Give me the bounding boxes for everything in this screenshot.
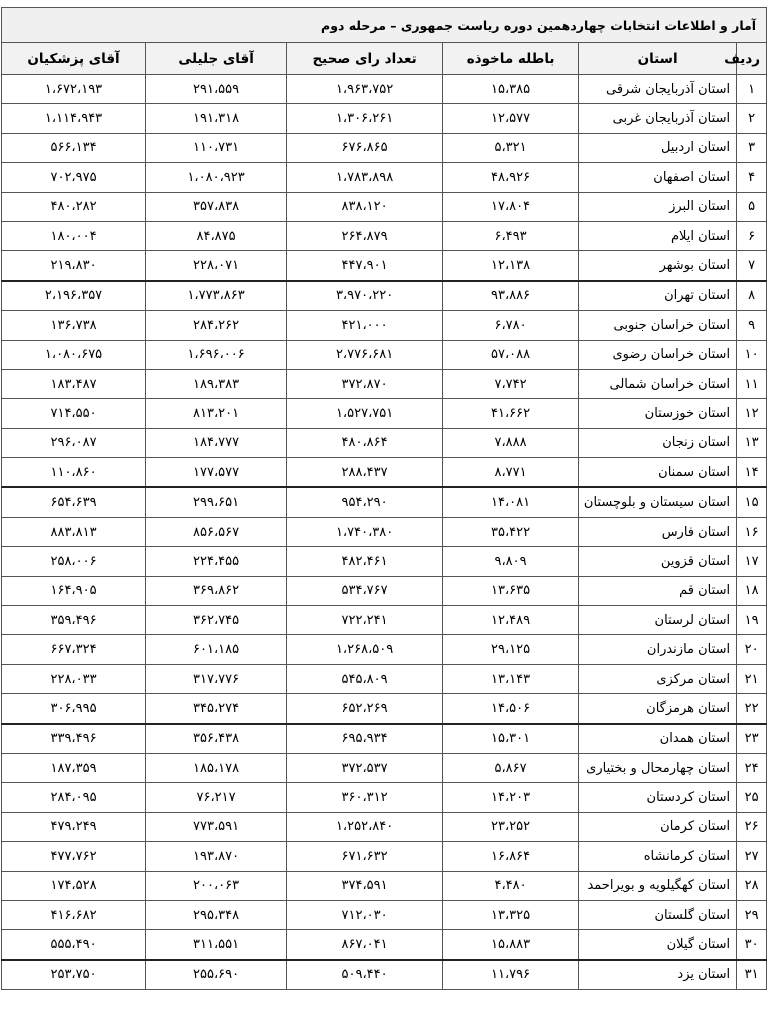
cell-pezeshkian-votes: ۱،۱۱۴،۹۴۳	[2, 104, 146, 133]
cell-pezeshkian-votes: ۴۸۰،۲۸۲	[2, 192, 146, 221]
table-row	[2, 871, 767, 900]
table-row	[2, 900, 767, 929]
cell-valid-votes: ۱،۷۸۳،۸۹۸	[287, 163, 443, 192]
cell-invalid-votes: ۴،۴۸۰	[443, 871, 579, 900]
cell-pezeshkian-votes: ۱۸۳،۴۸۷	[2, 369, 146, 398]
cell-valid-votes: ۵۴۵،۸۰۹	[287, 664, 443, 693]
cell-jalili-votes: ۱،۶۹۶،۰۰۶	[146, 340, 287, 369]
col-header-pezeshkian: آقای پزشکیان	[2, 43, 146, 75]
cell-valid-votes: ۴۲۱،۰۰۰	[287, 311, 443, 340]
cell-pezeshkian-votes: ۸۸۳،۸۱۳	[2, 517, 146, 546]
cell-valid-votes: ۲۸۸،۴۳۷	[287, 458, 443, 488]
cell-province: استان خراسان شمالی	[579, 369, 737, 398]
cell-jalili-votes: ۲۹۹،۶۵۱	[146, 487, 287, 517]
cell-row-number: ۱۵	[737, 487, 767, 517]
cell-pezeshkian-votes: ۱۷۴،۵۲۸	[2, 871, 146, 900]
cell-row-number: ۲۴	[737, 753, 767, 782]
cell-jalili-votes: ۶۰۱،۱۸۵	[146, 635, 287, 664]
cell-invalid-votes: ۲۳،۲۵۲	[443, 812, 579, 841]
cell-valid-votes: ۳۷۴،۵۹۱	[287, 871, 443, 900]
cell-province: استان قزوین	[579, 547, 737, 576]
cell-invalid-votes: ۵،۸۶۷	[443, 753, 579, 782]
cell-province: استان فارس	[579, 517, 737, 546]
cell-jalili-votes: ۱،۷۷۳،۸۶۳	[146, 281, 287, 311]
col-header-province: استان	[579, 43, 737, 75]
cell-valid-votes: ۶۹۵،۹۳۴	[287, 724, 443, 754]
cell-province: استان چهارمحال و بختیاری	[579, 753, 737, 782]
cell-pezeshkian-votes: ۷۰۲،۹۷۵	[2, 163, 146, 192]
cell-province: استان اردبیل	[579, 133, 737, 162]
cell-valid-votes: ۳۶۰،۳۱۲	[287, 783, 443, 812]
cell-invalid-votes: ۷،۷۴۲	[443, 369, 579, 398]
table-row	[2, 281, 767, 311]
cell-row-number: ۱۶	[737, 517, 767, 546]
cell-row-number: ۱۴	[737, 458, 767, 488]
cell-province: استان کردستان	[579, 783, 737, 812]
cell-invalid-votes: ۱۱،۷۹۶	[443, 960, 579, 990]
cell-jalili-votes: ۳۵۶،۴۳۸	[146, 724, 287, 754]
cell-valid-votes: ۳۷۲،۵۳۷	[287, 753, 443, 782]
cell-invalid-votes: ۱۲،۱۳۸	[443, 251, 579, 281]
cell-pezeshkian-votes: ۱۳۶،۷۳۸	[2, 311, 146, 340]
table-row	[2, 340, 767, 369]
cell-province: استان خراسان رضوی	[579, 340, 737, 369]
table-row	[2, 517, 767, 546]
cell-invalid-votes: ۶،۷۸۰	[443, 311, 579, 340]
cell-province: استان گیلان	[579, 930, 737, 960]
cell-row-number: ۱۹	[737, 606, 767, 635]
cell-invalid-votes: ۹۳،۸۸۶	[443, 281, 579, 311]
cell-invalid-votes: ۱۵،۳۰۱	[443, 724, 579, 754]
table-row	[2, 635, 767, 664]
cell-valid-votes: ۸۶۷،۰۴۱	[287, 930, 443, 960]
cell-row-number: ۲۹	[737, 900, 767, 929]
cell-jalili-votes: ۲۸۴،۲۶۲	[146, 311, 287, 340]
cell-jalili-votes: ۸۴،۸۷۵	[146, 221, 287, 250]
cell-row-number: ۱۰	[737, 340, 767, 369]
cell-row-number: ۲۰	[737, 635, 767, 664]
table-row	[2, 369, 767, 398]
cell-jalili-votes: ۸۱۳،۲۰۱	[146, 399, 287, 428]
cell-jalili-votes: ۲۲۸،۰۷۱	[146, 251, 287, 281]
cell-jalili-votes: ۱۸۵،۱۷۸	[146, 753, 287, 782]
cell-province: استان همدان	[579, 724, 737, 754]
table-row	[2, 428, 767, 457]
cell-pezeshkian-votes: ۴۱۶،۶۸۲	[2, 900, 146, 929]
cell-invalid-votes: ۱۵،۸۸۳	[443, 930, 579, 960]
cell-row-number: ۲۶	[737, 812, 767, 841]
table-row	[2, 547, 767, 576]
cell-row-number: ۷	[737, 251, 767, 281]
col-header-jalili: آقای جلیلی	[146, 43, 287, 75]
table-row	[2, 606, 767, 635]
cell-valid-votes: ۱،۲۵۲،۸۴۰	[287, 812, 443, 841]
cell-invalid-votes: ۱۳،۳۲۵	[443, 900, 579, 929]
cell-invalid-votes: ۶،۴۹۳	[443, 221, 579, 250]
cell-province: استان کرمانشاه	[579, 842, 737, 871]
cell-row-number: ۱	[737, 75, 767, 104]
table-row	[2, 75, 767, 104]
cell-pezeshkian-votes: ۷۱۴،۵۵۰	[2, 399, 146, 428]
cell-jalili-votes: ۳۱۷،۷۷۶	[146, 664, 287, 693]
cell-province: استان زنجان	[579, 428, 737, 457]
cell-pezeshkian-votes: ۲۵۸،۰۰۶	[2, 547, 146, 576]
cell-valid-votes: ۴۸۰،۸۶۴	[287, 428, 443, 457]
cell-invalid-votes: ۱۳،۱۴۳	[443, 664, 579, 693]
table-row	[2, 487, 767, 517]
cell-invalid-votes: ۹،۸۰۹	[443, 547, 579, 576]
election-results-table	[1, 7, 767, 990]
cell-province: استان بوشهر	[579, 251, 737, 281]
cell-invalid-votes: ۳۵،۴۲۲	[443, 517, 579, 546]
cell-province: استان آذربایجان غربی	[579, 104, 737, 133]
table-row	[2, 724, 767, 754]
cell-pezeshkian-votes: ۲،۱۹۶،۳۵۷	[2, 281, 146, 311]
cell-pezeshkian-votes: ۲۹۶،۰۸۷	[2, 428, 146, 457]
table-row	[2, 221, 767, 250]
cell-valid-votes: ۱،۷۴۰،۳۸۰	[287, 517, 443, 546]
cell-row-number: ۲۸	[737, 871, 767, 900]
cell-row-number: ۵	[737, 192, 767, 221]
cell-row-number: ۳۱	[737, 960, 767, 990]
table-row	[2, 930, 767, 960]
cell-valid-votes: ۳۷۲،۸۷۰	[287, 369, 443, 398]
cell-pezeshkian-votes: ۶۶۷،۳۲۴	[2, 635, 146, 664]
cell-jalili-votes: ۲۰۰،۰۶۳	[146, 871, 287, 900]
table-row	[2, 842, 767, 871]
table-row	[2, 133, 767, 162]
cell-row-number: ۱۳	[737, 428, 767, 457]
cell-valid-votes: ۹۵۴،۲۹۰	[287, 487, 443, 517]
cell-jalili-votes: ۳۶۲،۷۴۵	[146, 606, 287, 635]
cell-invalid-votes: ۱۲،۴۸۹	[443, 606, 579, 635]
cell-jalili-votes: ۲۵۵،۶۹۰	[146, 960, 287, 990]
cell-jalili-votes: ۲۲۴،۴۵۵	[146, 547, 287, 576]
cell-valid-votes: ۷۱۲،۰۳۰	[287, 900, 443, 929]
cell-valid-votes: ۱،۳۰۶،۲۶۱	[287, 104, 443, 133]
cell-row-number: ۶	[737, 221, 767, 250]
cell-invalid-votes: ۴۱،۶۶۲	[443, 399, 579, 428]
cell-province: استان کرمان	[579, 812, 737, 841]
cell-jalili-votes: ۲۹۵،۳۴۸	[146, 900, 287, 929]
cell-valid-votes: ۱،۵۲۷،۷۵۱	[287, 399, 443, 428]
cell-pezeshkian-votes: ۱۸۷،۳۵۹	[2, 753, 146, 782]
cell-invalid-votes: ۱۷،۸۰۴	[443, 192, 579, 221]
cell-pezeshkian-votes: ۲۵۳،۷۵۰	[2, 960, 146, 990]
cell-row-number: ۱۲	[737, 399, 767, 428]
table-row	[2, 163, 767, 192]
cell-pezeshkian-votes: ۴۷۹،۲۴۹	[2, 812, 146, 841]
table-row	[2, 753, 767, 782]
cell-province: استان سمنان	[579, 458, 737, 488]
cell-row-number: ۲۷	[737, 842, 767, 871]
cell-jalili-votes: ۱۸۹،۳۸۳	[146, 369, 287, 398]
cell-pezeshkian-votes: ۲۱۹،۸۳۰	[2, 251, 146, 281]
cell-jalili-votes: ۱۱۰،۷۳۱	[146, 133, 287, 162]
cell-province: استان لرستان	[579, 606, 737, 635]
cell-province: استان مازندران	[579, 635, 737, 664]
cell-row-number: ۱۱	[737, 369, 767, 398]
cell-jalili-votes: ۳۶۹،۸۶۲	[146, 576, 287, 605]
cell-pezeshkian-votes: ۳۰۶،۹۹۵	[2, 694, 146, 724]
table-row	[2, 960, 767, 990]
cell-province: استان ایلام	[579, 221, 737, 250]
cell-invalid-votes: ۸،۷۷۱	[443, 458, 579, 488]
cell-valid-votes: ۶۷۶،۸۶۵	[287, 133, 443, 162]
cell-province: استان هرمزگان	[579, 694, 737, 724]
cell-row-number: ۲۳	[737, 724, 767, 754]
cell-province: استان خوزستان	[579, 399, 737, 428]
cell-jalili-votes: ۷۷۳،۵۹۱	[146, 812, 287, 841]
cell-province: استان آذربایجان شرقی	[579, 75, 737, 104]
table-row	[2, 311, 767, 340]
cell-valid-votes: ۳،۹۷۰،۲۲۰	[287, 281, 443, 311]
cell-valid-votes: ۵۳۴،۷۶۷	[287, 576, 443, 605]
cell-row-number: ۲۱	[737, 664, 767, 693]
cell-valid-votes: ۲۶۴،۸۷۹	[287, 221, 443, 250]
cell-pezeshkian-votes: ۳۵۹،۴۹۶	[2, 606, 146, 635]
cell-row-number: ۳۰	[737, 930, 767, 960]
table-row	[2, 694, 767, 724]
cell-row-number: ۳	[737, 133, 767, 162]
cell-row-number: ۲۵	[737, 783, 767, 812]
table-row	[2, 458, 767, 488]
cell-pezeshkian-votes: ۱،۰۸۰،۶۷۵	[2, 340, 146, 369]
cell-province: استان اصفهان	[579, 163, 737, 192]
cell-valid-votes: ۸۳۸،۱۲۰	[287, 192, 443, 221]
cell-invalid-votes: ۴۸،۹۲۶	[443, 163, 579, 192]
cell-jalili-votes: ۱۹۱،۳۱۸	[146, 104, 287, 133]
cell-jalili-votes: ۲۹۱،۵۵۹	[146, 75, 287, 104]
cell-invalid-votes: ۱۵،۳۸۵	[443, 75, 579, 104]
table-row	[2, 812, 767, 841]
cell-valid-votes: ۴۸۲،۴۶۱	[287, 547, 443, 576]
cell-jalili-votes: ۱۷۷،۵۷۷	[146, 458, 287, 488]
table-row	[2, 783, 767, 812]
cell-jalili-votes: ۱۹۳،۸۷۰	[146, 842, 287, 871]
cell-row-number: ۲	[737, 104, 767, 133]
cell-pezeshkian-votes: ۶۵۴،۶۳۹	[2, 487, 146, 517]
cell-invalid-votes: ۱۴،۲۰۳	[443, 783, 579, 812]
cell-province: استان قم	[579, 576, 737, 605]
table-row	[2, 251, 767, 281]
cell-pezeshkian-votes: ۲۲۸،۰۳۳	[2, 664, 146, 693]
cell-invalid-votes: ۱۳،۶۳۵	[443, 576, 579, 605]
cell-row-number: ۴	[737, 163, 767, 192]
cell-pezeshkian-votes: ۱۸۰،۰۰۴	[2, 221, 146, 250]
cell-invalid-votes: ۱۲،۵۷۷	[443, 104, 579, 133]
col-header-valid-votes: تعداد رای صحیح	[287, 43, 443, 75]
cell-valid-votes: ۴۴۷،۹۰۱	[287, 251, 443, 281]
cell-row-number: ۹	[737, 311, 767, 340]
cell-pezeshkian-votes: ۲۸۴،۰۹۵	[2, 783, 146, 812]
table-row	[2, 576, 767, 605]
document-page	[1, 7, 766, 990]
cell-province: استان گلستان	[579, 900, 737, 929]
cell-invalid-votes: ۱۶،۸۶۴	[443, 842, 579, 871]
cell-province: استان یزد	[579, 960, 737, 990]
cell-invalid-votes: ۷،۸۸۸	[443, 428, 579, 457]
cell-valid-votes: ۲،۷۷۶،۶۸۱	[287, 340, 443, 369]
cell-province: استان مرکزی	[579, 664, 737, 693]
cell-pezeshkian-votes: ۵۶۶،۱۳۴	[2, 133, 146, 162]
table-row	[2, 104, 767, 133]
cell-pezeshkian-votes: ۴۷۷،۷۶۲	[2, 842, 146, 871]
cell-province: استان تهران	[579, 281, 737, 311]
cell-row-number: ۸	[737, 281, 767, 311]
cell-jalili-votes: ۳۱۱،۵۵۱	[146, 930, 287, 960]
cell-row-number: ۲۲	[737, 694, 767, 724]
col-header-row-number: ردیف	[737, 43, 767, 75]
cell-invalid-votes: ۱۴،۵۰۶	[443, 694, 579, 724]
cell-pezeshkian-votes: ۱۱۰،۸۶۰	[2, 458, 146, 488]
cell-invalid-votes: ۱۴،۰۸۱	[443, 487, 579, 517]
cell-jalili-votes: ۳۵۷،۸۳۸	[146, 192, 287, 221]
table-row	[2, 664, 767, 693]
table-row	[2, 192, 767, 221]
table-title: آمار و اطلاعات انتخابات چهاردهمین دوره ریاست جمهوری – مرحله دوم	[2, 8, 767, 43]
cell-pezeshkian-votes: ۱۶۴،۹۰۵	[2, 576, 146, 605]
cell-province: استان سیستان و بلوچستان	[579, 487, 737, 517]
cell-pezeshkian-votes: ۳۳۹،۴۹۶	[2, 724, 146, 754]
cell-province: استان خراسان جنوبی	[579, 311, 737, 340]
cell-jalili-votes: ۱۸۴،۷۷۷	[146, 428, 287, 457]
cell-invalid-votes: ۵،۳۲۱	[443, 133, 579, 162]
cell-valid-votes: ۵۰۹،۴۴۰	[287, 960, 443, 990]
cell-valid-votes: ۱،۲۶۸،۵۰۹	[287, 635, 443, 664]
cell-valid-votes: ۶۷۱،۶۳۲	[287, 842, 443, 871]
cell-jalili-votes: ۱،۰۸۰،۹۲۳	[146, 163, 287, 192]
cell-jalili-votes: ۷۶،۲۱۷	[146, 783, 287, 812]
cell-province: استان البرز	[579, 192, 737, 221]
cell-valid-votes: ۶۵۲،۲۶۹	[287, 694, 443, 724]
cell-row-number: ۱۸	[737, 576, 767, 605]
cell-invalid-votes: ۵۷،۰۸۸	[443, 340, 579, 369]
col-header-invalid-votes: باطله ماخوذه	[443, 43, 579, 75]
cell-jalili-votes: ۳۴۵،۲۷۴	[146, 694, 287, 724]
table-row	[2, 399, 767, 428]
cell-valid-votes: ۷۲۲،۲۴۱	[287, 606, 443, 635]
cell-pezeshkian-votes: ۵۵۵،۴۹۰	[2, 930, 146, 960]
cell-province: استان کهگیلویه و بویراحمد	[579, 871, 737, 900]
cell-jalili-votes: ۸۵۶،۵۶۷	[146, 517, 287, 546]
cell-pezeshkian-votes: ۱،۶۷۲،۱۹۳	[2, 75, 146, 104]
cell-valid-votes: ۱،۹۶۳،۷۵۲	[287, 75, 443, 104]
cell-row-number: ۱۷	[737, 547, 767, 576]
cell-invalid-votes: ۲۹،۱۲۵	[443, 635, 579, 664]
